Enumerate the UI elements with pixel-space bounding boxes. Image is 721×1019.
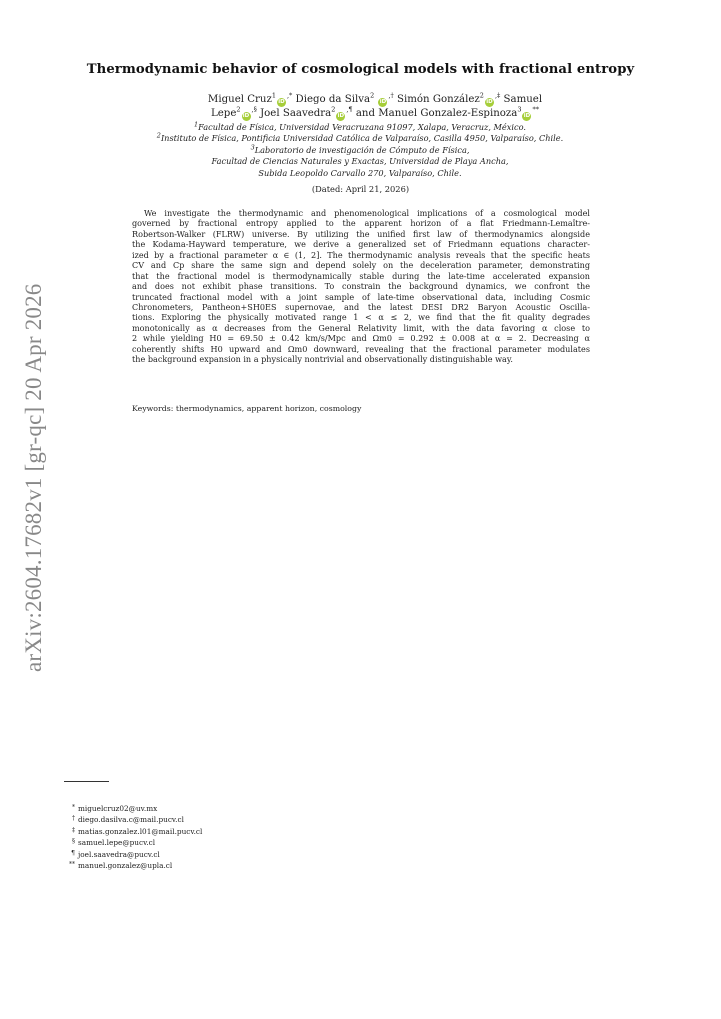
- orcid-icon[interactable]: iD: [337, 113, 345, 119]
- footnotes: [62, 803, 202, 871]
- email-link[interactable]: matias.gonzalez.l01@mail.pucv.cl: [78, 826, 203, 836]
- abstract-line: and does not exhibit phase transitions. To constrain the background dynamics, we confront the: [132, 281, 590, 292]
- footnote-rule: [64, 781, 109, 782]
- footnote: † diego.dasilva.c@mail.pucv.cl: [72, 815, 184, 825]
- abstract-line: Robertson-Walker (FLRW) universe. By utilizing the unified first law of thermodynamics alongside: [132, 228, 590, 239]
- email-link[interactable]: diego.dasilva.c@mail.pucv.cl: [78, 815, 184, 825]
- orcid-icon[interactable]: iD: [242, 113, 250, 119]
- footnote: ¶ joel.saavedra@pucv.cl: [71, 849, 160, 859]
- affiliations: [100, 122, 620, 179]
- abstract-line: coherently shifts H0 upward and Ωm0 downward, revealing that the fractional parameter modulates: [132, 343, 590, 354]
- affiliation-3-line-3: Subida Leopoldo Carvallo 270, Valparaíso, Chile.: [258, 167, 462, 178]
- author-name: Simón González: [397, 94, 480, 105]
- author-name: Miguel Cruz: [207, 94, 272, 105]
- author-name: Samuel: [503, 94, 543, 105]
- author-name: Diego da Silva: [295, 94, 371, 105]
- orcid-icon[interactable]: iD: [278, 99, 285, 105]
- author-name: Joel Saavedra: [260, 108, 332, 119]
- email-link[interactable]: joel.saavedra@pucv.cl: [78, 849, 160, 859]
- abstract-line: ized by a fractional parameter α ∈ (1, 2]. The thermodynamic analysis reveals that the specific heats: [132, 249, 590, 260]
- email-link[interactable]: miguelcruz02@uv.mx: [78, 804, 158, 813]
- footnote: * miguelcruz02@uv.mx: [72, 804, 158, 813]
- affiliation-3: $^3$Laboratorio de investigación de Cómputo de Física,: [250, 143, 470, 155]
- abstract-line: Chronometers, Pantheon+SH0ES supernovae, and the latest DESI DR2 Baryon Acoustic Oscilla-: [132, 301, 590, 312]
- author-list: Miguel Cruz$^1$iD,* Diego da Silva$^2$ iD,† Simón González$^2$iD,‡ Samuel Lepe$^2$iD,§ Joel Saavedra$^2$iD,¶ and Manuel Gonzalez-Espinoza$^3$iD**: [207, 91, 543, 119]
- arxiv-sidebar: [14, 283, 54, 672]
- footnote: ** manuel.gonzalez@upla.cl: [69, 861, 173, 871]
- affiliation-2: $^2$Instituto de Física, Pontificia Universidad Católica de Valparaíso, Casilla 4950, Valparaíso, Chile.: [156, 131, 564, 144]
- abstract-line: governed by fractional entropy applied to the apparent horizon of a flat Friedmann-Lemaître-: [132, 218, 590, 229]
- author-name: Manuel Gonzalez-Espinoza: [378, 108, 518, 119]
- arxiv-identifier: arXiv:2604.17682v1 [gr-qc] 20 Apr 2026: [21, 283, 46, 672]
- footnote: § samuel.lepe@pucv.cl: [72, 838, 156, 848]
- author-conjunction: and: [355, 108, 375, 119]
- abstract: [132, 208, 590, 365]
- author-name: Lepe: [211, 108, 237, 119]
- abstract-line: monotonically as α decreases from the General Relativity limit, with the data favoring α close to: [132, 322, 590, 333]
- abstract-line: CV and Cp share the same sign and depend solely on the deceleration parameter, demonstrating: [132, 260, 590, 271]
- orcid-icon[interactable]: iD: [379, 99, 387, 105]
- orcid-icon[interactable]: iD: [523, 113, 531, 119]
- affiliation-3-line-2: Facultad de Ciencias Naturales y Exactas, Universidad de Playa Ancha,: [211, 156, 509, 167]
- footnote: ‡ matias.gonzalez.l01@mail.pucv.cl: [72, 826, 203, 836]
- abstract-line: tions. Exploring the physically motivated range 1 < α ≤ 2, we find that the fit quality degrades: [132, 312, 590, 323]
- abstract-line: 2 while yielding H0 = 69.50 ± 0.42 km/s/Mpc and Ωm0 = 0.292 ± 0.008 at α = 2. Decreasing α: [132, 333, 590, 344]
- abstract-line: We investigate the thermodynamic and phenomenological implications of a cosmological model: [144, 208, 590, 218]
- email-link[interactable]: manuel.gonzalez@upla.cl: [78, 861, 173, 871]
- abstract-line: that the fractional model is thermodynamically stable during the late-time accelerated expansion: [132, 270, 590, 281]
- email-link[interactable]: samuel.lepe@pucv.cl: [78, 838, 156, 848]
- abstract-line: truncated fractional model with a joint sample of late-time observational data, including Cosmic: [132, 291, 590, 302]
- affiliation-1: $^1$Facultad de Física, Universidad Veracruzana 91097, Xalapa, Veracruz, México.: [194, 120, 526, 132]
- abstract-line: the Kodama-Hayward temperature, we derive a generalized set of Friedmann equations character-: [132, 239, 590, 250]
- abstract-line: the background expansion in a physically nontrivial and observationally distinguishable way.: [132, 354, 513, 365]
- orcid-icon[interactable]: iD: [486, 99, 493, 105]
- paper-title: Thermodynamic behavior of cosmological models with fractional entropy: [86, 62, 635, 77]
- keywords: Keywords: thermodynamics, apparent horizon, cosmology: [132, 404, 362, 413]
- date-line: (Dated: April 21, 2026): [311, 184, 410, 194]
